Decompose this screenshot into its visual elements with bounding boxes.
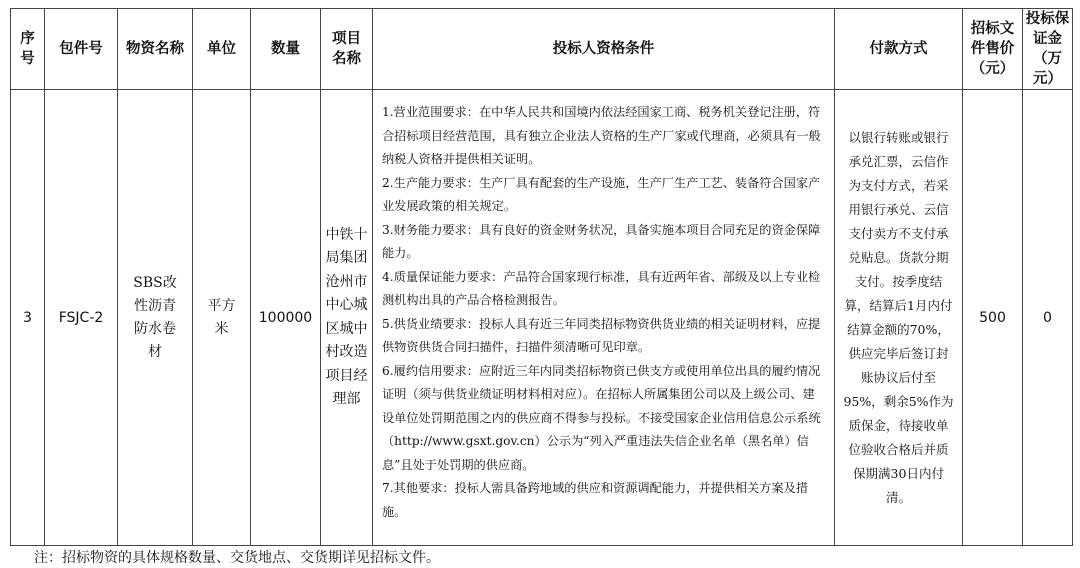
header-deposit: 投标保证金（万元） xyxy=(1023,9,1073,90)
tender-table xyxy=(10,8,1073,546)
qualification-item: 4.质量保证能力要求：产品符合国家现行标准，具有近两年省、部级及以上专业检测机构出具的产品合格检测报告。 xyxy=(382,269,821,307)
header-unit: 单位 xyxy=(193,9,251,90)
cell-deposit: 0 xyxy=(1023,90,1073,546)
cell-payment: 以银行转账或银行承兑汇票，云信作为支付方式，若采用银行承兑、云信支付卖方不支付承兑贴息。货款分期支付。按季度结算，结算后1月内付结算金额的70%，供应完毕后签订封账协议后付至95%，剩余5%作为质保金，待接收单位验收合格后并质保期满30日内付清。 xyxy=(835,90,963,546)
cell-package: FSJC-2 xyxy=(45,90,118,546)
cell-quantity: 100000 xyxy=(251,90,321,546)
qualification-item: 1.营业范围要求：在中华人民共和国境内依法经国家工商、税务机关登记注册，符合招标项目经营范围，具有独立企业法人资格的生产厂家或代理商，必须具有一般纳税人资格并提供相关证明。 xyxy=(382,105,821,166)
qualification-item: 7.其他要求：投标人需具备跨地域的供应和资源调配能力，并提供相关方案及措施。 xyxy=(382,481,809,519)
cell-project: 中铁十局集团沧州市中心城区城中村改造项目经理部 xyxy=(321,90,373,546)
header-price: 招标文件售价（元） xyxy=(963,9,1023,90)
table-row xyxy=(11,90,1073,546)
qualification-item: 2.生产能力要求：生产厂具有配套的生产设施，生产厂生产工艺、装备符合国家产业发展政策的相关规定。 xyxy=(382,175,821,213)
cell-seq: 3 xyxy=(11,90,45,546)
cell-unit: 平方米 xyxy=(193,90,251,546)
header-seq: 序号 xyxy=(11,9,45,90)
header-project: 项目名称 xyxy=(321,9,373,90)
qualification-item: 3.财务能力要求：具有良好的资金财务状况，具备实施本项目合同充足的资金保障能力。 xyxy=(382,222,821,260)
cell-qualifications xyxy=(373,90,835,546)
qualification-item: 5.供货业绩要求：投标人具有近三年同类招标物资供货业绩的相关证明材料，应提供物资供货合同扫描件，扫描件须清晰可见印章。 xyxy=(382,316,821,354)
header-material: 物资名称 xyxy=(118,9,193,90)
footnote: 注：招标物资的具体规格数量、交货地点、交货期详见招标文件。 xyxy=(34,550,440,566)
cell-material: SBS改性沥青防水卷材 xyxy=(118,90,193,546)
header-row xyxy=(11,9,1073,90)
header-quantity: 数量 xyxy=(251,9,321,90)
header-payment: 付款方式 xyxy=(835,9,963,90)
header-qualification: 投标人资格条件 xyxy=(373,9,835,90)
header-package: 包件号 xyxy=(45,9,118,90)
cell-price: 500 xyxy=(963,90,1023,546)
qualification-item: 6.履约信用要求：应附近三年内同类招标物资已供支方或使用单位出具的履约情况证明（须与供货业绩证明材料相对应）。在招标人所属集团公司以及上级公司、建设单位处罚期范围之内的供应商不得参与投标。不接受国家企业信用信息公示系统（http://www.gsxt.gov.cn）公示为“列入严重违法失信企业名单（黑名单）信息”且处于处罚期的供应商。 xyxy=(382,363,821,472)
